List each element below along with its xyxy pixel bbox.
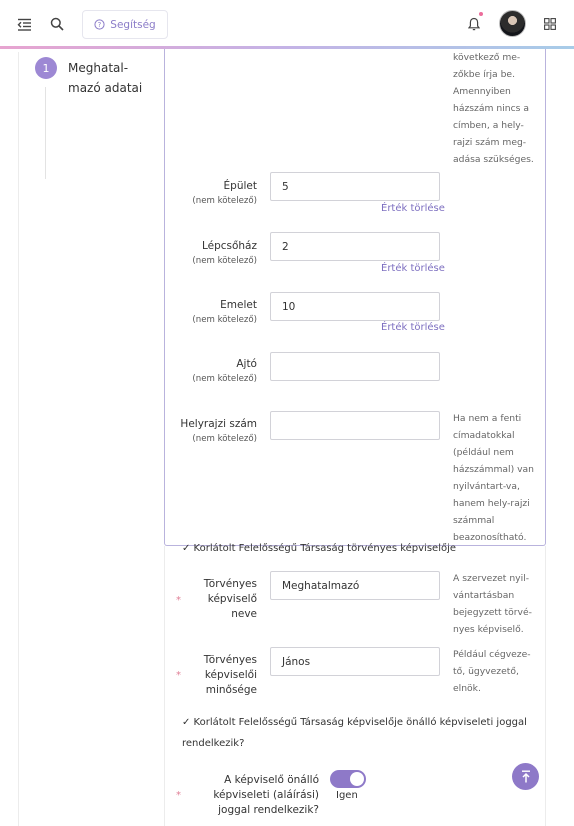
step-connector <box>45 87 46 179</box>
svg-text:?: ? <box>97 20 102 29</box>
top-bar <box>0 0 574 46</box>
representative-name-input[interactable]: Meghatalmazó <box>270 571 440 600</box>
search-icon[interactable] <box>48 15 66 33</box>
representative-name-hint: A szervezet nyil-vántartásban bejegyzett törvé-nyes képviselő. <box>453 573 532 635</box>
step-label[interactable]: Meghatal-mazó adatai <box>68 61 143 95</box>
help-label: Segítség <box>110 18 156 31</box>
field-label-independent-representation: A képviselő önálló képviseleti (aláírási) joggal rendelkezik? <box>213 774 319 816</box>
bell-icon[interactable] <box>465 15 483 33</box>
lepcsohaz-clear-link[interactable]: Érték törlése <box>381 263 445 274</box>
independent-representation-toggle[interactable] <box>330 770 366 788</box>
address-hint: következő me-zőkbe írja be. Amennyiben házszám nincs a címben, a hely-rajzi szám meg-adása szükséges. <box>453 52 534 165</box>
arrow-up-icon <box>520 770 532 783</box>
field-sub-ajto: (nem kötelező) <box>192 374 257 384</box>
toggle-knob <box>350 772 364 786</box>
step-number[interactable]: 1 <box>35 57 57 79</box>
lepcsohaz-input[interactable]: 2 <box>270 232 440 261</box>
field-sub-emelet: (nem kötelező) <box>192 315 257 325</box>
section-legal-representative-title: ✓ Korlátolt Felelősségű Társaság törvényes képviselője <box>182 543 457 554</box>
help-circle-icon <box>94 19 105 30</box>
section-independent-representation-title: ✓ Korlátolt Felelősségű Társaság képviselője önálló képviseleti joggal rendelkezik? <box>182 717 527 749</box>
notification-dot <box>479 12 483 16</box>
field-label-lepcsohaz: Lépcsőház <box>201 240 257 252</box>
epulet-input[interactable]: 5 <box>270 172 440 201</box>
field-label-ajto: Ajtó <box>236 358 257 370</box>
panel-right-border <box>545 546 546 826</box>
representative-quality-input[interactable]: János <box>270 647 440 676</box>
required-mark: * <box>176 670 181 681</box>
apps-grid-icon[interactable] <box>541 15 559 33</box>
ajto-input[interactable] <box>270 352 440 381</box>
required-mark: * <box>176 595 181 606</box>
field-label-helyrajzi: Helyrajzi szám <box>180 418 257 430</box>
representative-quality-hint: Például cégveze-tő, ügyvezető, elnök. <box>453 649 531 694</box>
required-mark: * <box>176 790 181 801</box>
field-sub-helyrajzi: (nem kötelező) <box>192 434 257 444</box>
field-label-representative-quality: Törvényes képviselői minősége <box>203 654 257 696</box>
emelet-input[interactable]: 10 <box>270 292 440 321</box>
avatar[interactable] <box>499 10 526 37</box>
help-button[interactable] <box>82 10 168 39</box>
field-label-emelet: Emelet <box>220 299 257 311</box>
field-label-representative-name: Törvényes képviselő neve <box>203 578 257 620</box>
field-sub-epulet: (nem kötelező) <box>192 196 257 206</box>
field-label-epulet: Épület <box>223 180 257 192</box>
field-sub-lepcsohaz: (nem kötelező) <box>192 256 257 266</box>
scroll-to-top-button[interactable] <box>512 763 539 790</box>
toggle-label: Igen <box>336 790 358 801</box>
epulet-clear-link[interactable]: Érték törlése <box>381 203 445 214</box>
panel-left-border <box>164 546 165 826</box>
helyrajzi-input[interactable] <box>270 411 440 440</box>
left-border <box>18 52 19 826</box>
menu-collapse-icon[interactable] <box>15 15 33 33</box>
emelet-clear-link[interactable]: Érték törlése <box>381 322 445 333</box>
helyrajzi-hint: Ha nem a fenti címadatokkal (például nem házszámmal) van nyilvántart-va, hanem hely-rajzi számmal beazonosítható. <box>453 413 534 543</box>
